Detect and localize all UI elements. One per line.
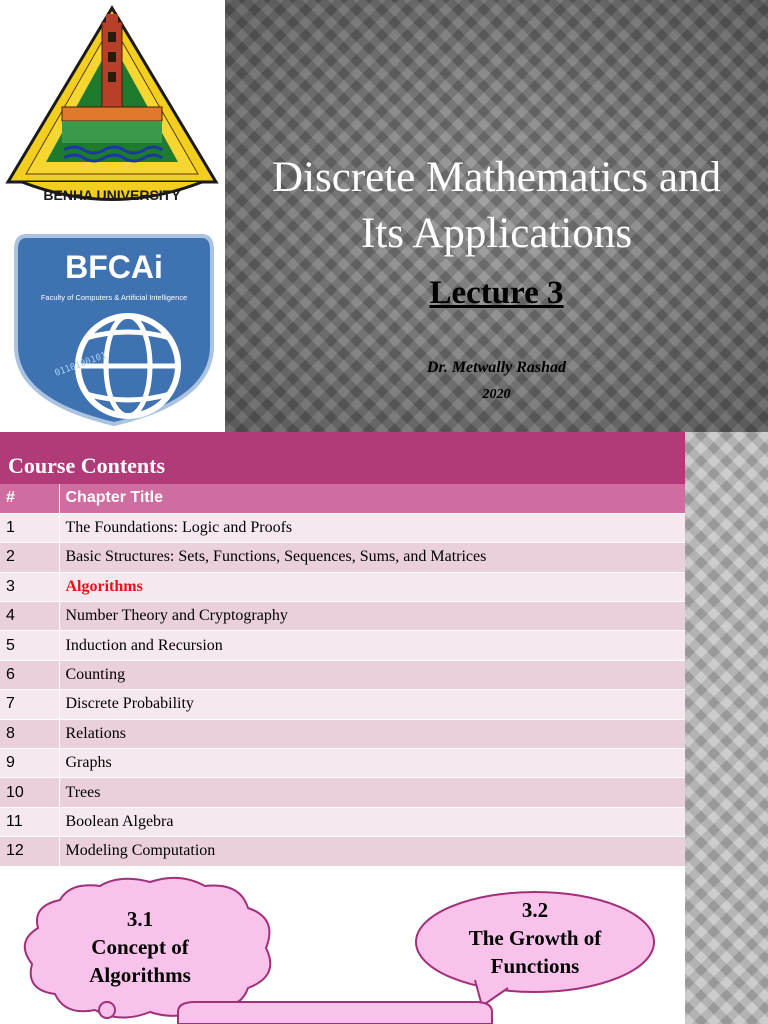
title-line-2: Its Applications (360, 210, 633, 257)
lecture-year: 2020 (482, 387, 511, 402)
chapter-number: 10 (0, 778, 59, 807)
chapter-number: 6 (0, 660, 59, 689)
column-header-title: Chapter Title (59, 484, 685, 513)
chapter-title: Basic Structures: Sets, Functions, Sequences, Sums, and Matrices (59, 543, 685, 572)
table-row (0, 543, 685, 572)
table-row (0, 513, 685, 542)
chapter-title: Counting (59, 660, 685, 689)
chapter-title: Graphs (59, 749, 685, 778)
bubble-label-3-1 (60, 905, 220, 989)
table-row (0, 631, 685, 660)
author-name: Dr. Metwally Rashad (426, 359, 567, 376)
course-contents-slide (0, 432, 768, 1024)
presentation-title (225, 150, 768, 262)
bubble-number-3-2: 3.2 (521, 898, 549, 922)
chapter-title: Induction and Recursion (59, 631, 685, 660)
bfcai-abbr-text: BFCAi (65, 249, 163, 285)
chapter-title: Modeling Computation (59, 837, 685, 866)
chapter-title: Trees (59, 778, 685, 807)
chapter-number: 9 (0, 749, 59, 778)
chapter-title-current: Algorithms (59, 572, 685, 601)
svg-text:0110100101: 0110100101 (53, 350, 108, 379)
table-row (0, 749, 685, 778)
university-logo-text: BENHA UNIVERSITY (43, 187, 181, 203)
chapter-number: 4 (0, 602, 59, 631)
table-header-row (0, 484, 685, 513)
faculty-name-text: Faculty of Computers & Artificial Intelligence (40, 293, 188, 302)
bubble-number-3-1: 3.1 (126, 907, 154, 931)
chapter-title: Boolean Algebra (59, 807, 685, 836)
table-row (0, 660, 685, 689)
chapter-title: Discrete Probability (59, 690, 685, 719)
title-slide (0, 0, 768, 432)
benha-university-logo (2, 2, 222, 210)
table-row (0, 572, 685, 601)
decorative-strip (685, 432, 768, 1024)
chapter-title: Relations (59, 719, 685, 748)
lecture-number: Lecture 3 (429, 275, 564, 311)
chapter-title: The Foundations: Logic and Proofs (59, 513, 685, 542)
column-header-number: # (0, 484, 59, 513)
table-row (0, 690, 685, 719)
chapter-number: 3 (0, 572, 59, 601)
chapter-number: 2 (0, 543, 59, 572)
table-row (0, 807, 685, 836)
logo-panel (0, 0, 225, 432)
bubble-line-functions: Functions (490, 954, 580, 978)
chapter-title: Number Theory and Cryptography (59, 602, 685, 631)
bfcai-faculty-logo (8, 226, 220, 431)
partial-bubble (178, 1002, 492, 1024)
bubble-label-3-2 (435, 896, 635, 980)
chapter-number: 8 (0, 719, 59, 748)
table-row (0, 602, 685, 631)
contents-heading: Course Contents (0, 432, 685, 484)
table-row (0, 778, 685, 807)
title-line-1: Discrete Mathematics and (272, 154, 721, 201)
chapter-number: 7 (0, 690, 59, 719)
chapter-number: 5 (0, 631, 59, 660)
chapter-number: 1 (0, 513, 59, 542)
contents-table (0, 484, 685, 867)
chapter-number: 11 (0, 807, 59, 836)
table-row (0, 837, 685, 866)
bubble-line-growth: The Growth of (468, 926, 602, 950)
chapter-number: 12 (0, 837, 59, 866)
bubble-line-concept: Concept of (91, 935, 189, 959)
title-area (225, 0, 768, 432)
table-row (0, 719, 685, 748)
bubble-line-algorithms: Algorithms (89, 963, 191, 987)
